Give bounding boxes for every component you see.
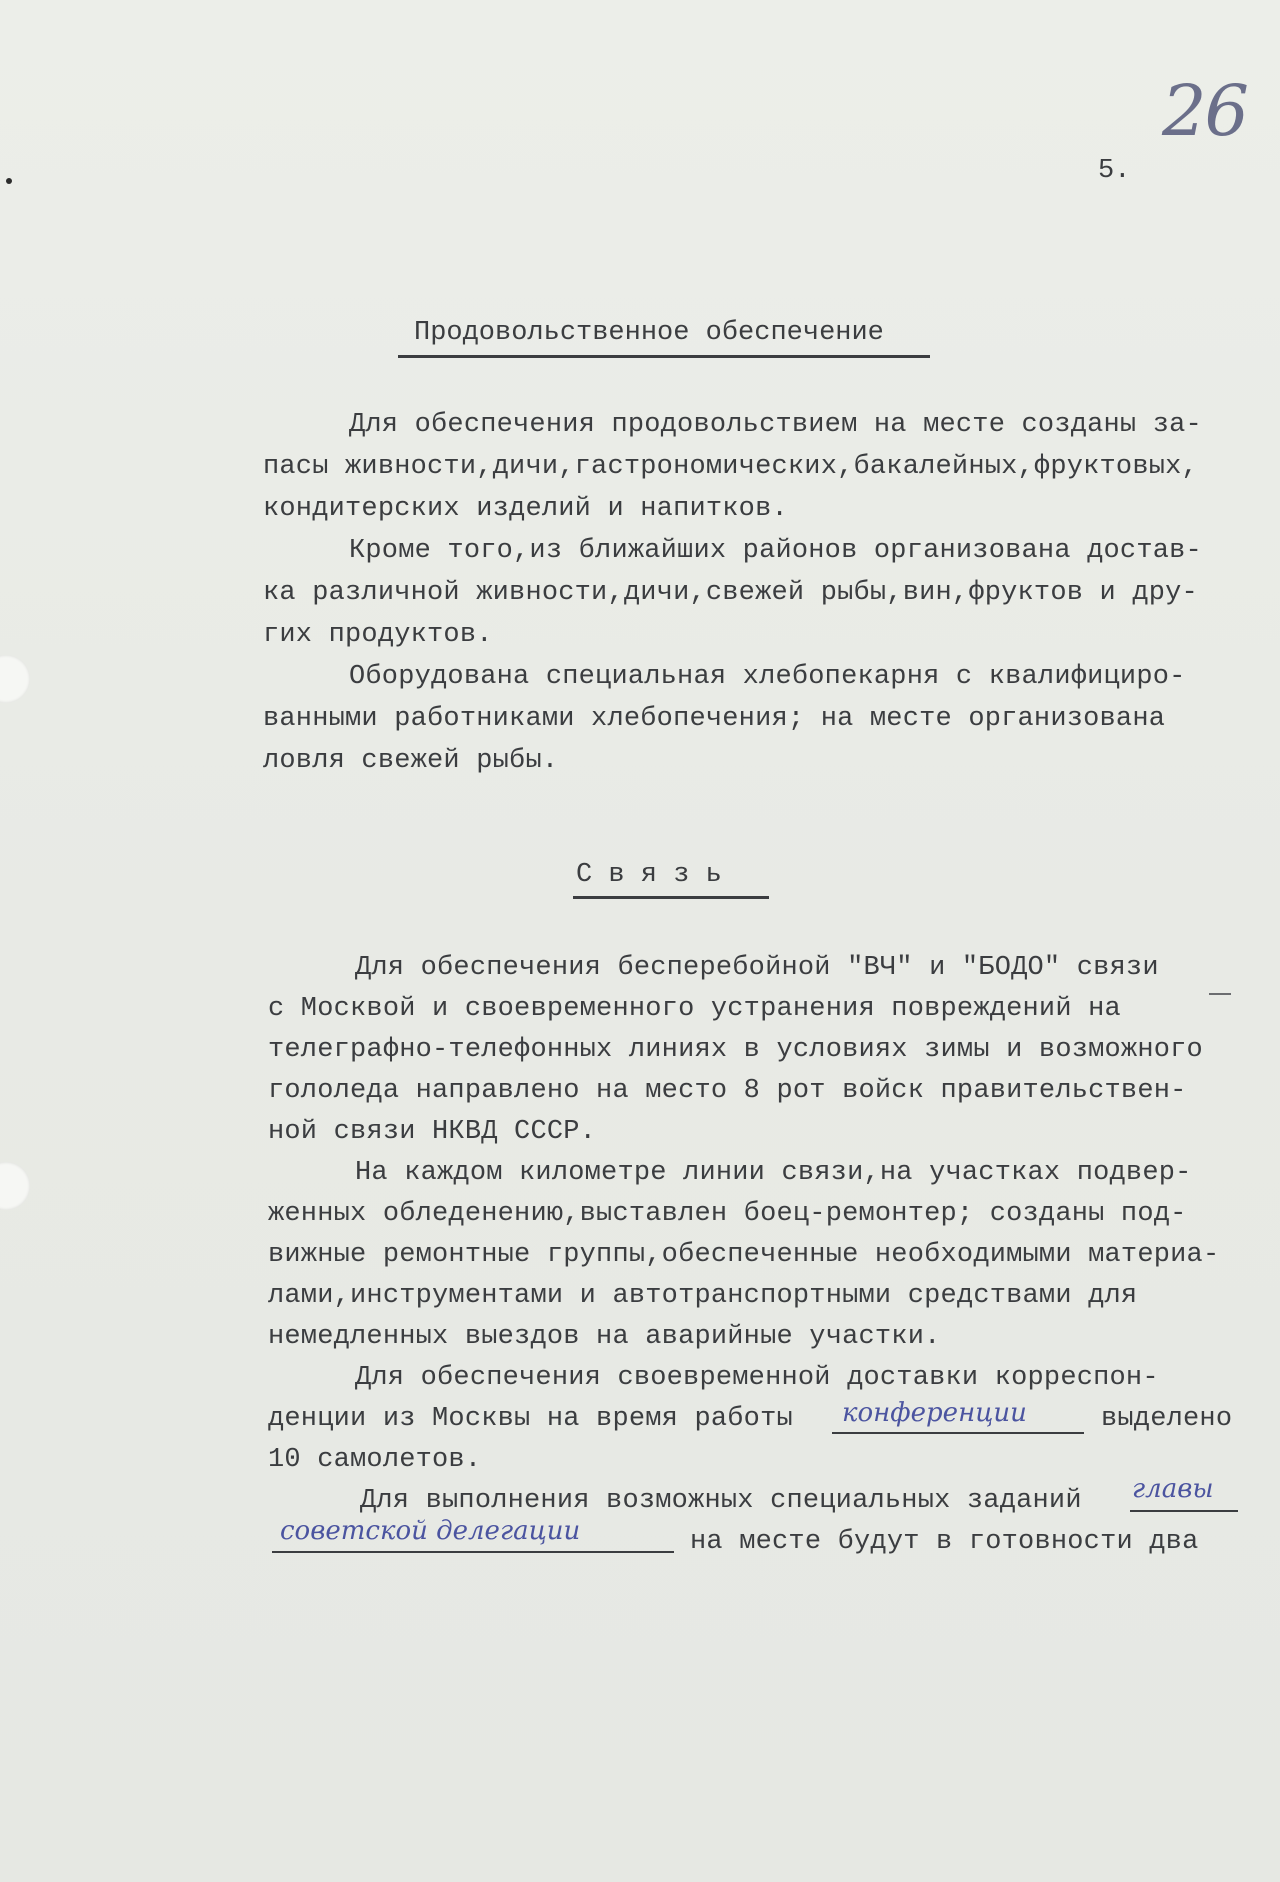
text-line: телеграфно-телефонных линиях в условиях зимы и возможного bbox=[268, 1035, 1203, 1065]
text-line: Для обеспечения бесперебойной "ВЧ" и "БОДО" связи bbox=[355, 953, 1159, 983]
handwritten-conference: конференции bbox=[842, 1398, 1027, 1428]
text-line: вижные ремонтные группы,обеспеченные необходимыми материа- bbox=[268, 1240, 1220, 1270]
text-line: ловля свежей рыбы. bbox=[263, 746, 559, 776]
archive-number: 26 bbox=[1162, 70, 1248, 152]
text-line: Кроме того,из ближайших районов организована достав- bbox=[349, 536, 1202, 566]
fill-in-underline bbox=[832, 1432, 1084, 1434]
text-line: гих продуктов. bbox=[263, 620, 493, 650]
text-line: ка различной живности,дичи,свежей рыбы,вин,фруктов и дру- bbox=[263, 578, 1198, 608]
punch-hole bbox=[0, 655, 30, 703]
text-line: На каждом километре линии связи,на участках подвер- bbox=[355, 1158, 1192, 1188]
text-line: пасы живности,дичи,гастрономических,бакалейных,фруктовых, bbox=[263, 452, 1198, 482]
text-line: выделено bbox=[1101, 1404, 1233, 1434]
heading-underline bbox=[573, 896, 769, 899]
handwritten-head: главы bbox=[1132, 1474, 1214, 1504]
section-title-comms: С в я з ь bbox=[576, 860, 722, 890]
text-line: Для обеспечения своевременной доставки корреспон- bbox=[355, 1363, 1159, 1393]
fill-in-underline bbox=[272, 1551, 674, 1553]
text-line: женных обледенению,выставлен боец-ремонтер; созданы под- bbox=[268, 1199, 1187, 1229]
heading-underline bbox=[398, 355, 930, 358]
text-line: денции из Москвы на время работы bbox=[268, 1404, 793, 1434]
text-line: кондитерских изделий и напитков. bbox=[263, 494, 788, 524]
text-line: Для обеспечения продовольствием на месте созданы за- bbox=[349, 410, 1202, 440]
text-line: Оборудована специальная хлебопекарня с квалифициро- bbox=[349, 662, 1186, 692]
handwritten-delegation: советской делегации bbox=[280, 1516, 581, 1546]
page-number: 5. bbox=[1098, 156, 1131, 186]
text-line: лами,инструментами и автотранспортными средствами для bbox=[268, 1281, 1138, 1311]
section-title-food: Продовольственное обеспечение bbox=[414, 318, 884, 348]
fill-in-underline bbox=[1130, 1510, 1238, 1512]
text-line: 10 самолетов. bbox=[268, 1445, 482, 1475]
text-line: ванными работниками хлебопечения; на месте организована bbox=[263, 704, 1166, 734]
text-line: ной связи НКВД СССР. bbox=[268, 1117, 597, 1147]
margin-dash bbox=[1209, 993, 1231, 995]
punch-hole bbox=[0, 1162, 30, 1210]
text-line: немедленных выездов на аварийные участки. bbox=[268, 1322, 941, 1352]
margin-dot bbox=[6, 178, 12, 184]
text-line: гололеда направлено на место 8 рот войск правительствен- bbox=[268, 1076, 1187, 1106]
text-line: на месте будут в готовности два bbox=[690, 1527, 1199, 1557]
text-line: Для выполнения возможных специальных заданий bbox=[360, 1486, 1082, 1516]
text-line: с Москвой и своевременного устранения повреждений на bbox=[268, 994, 1121, 1024]
